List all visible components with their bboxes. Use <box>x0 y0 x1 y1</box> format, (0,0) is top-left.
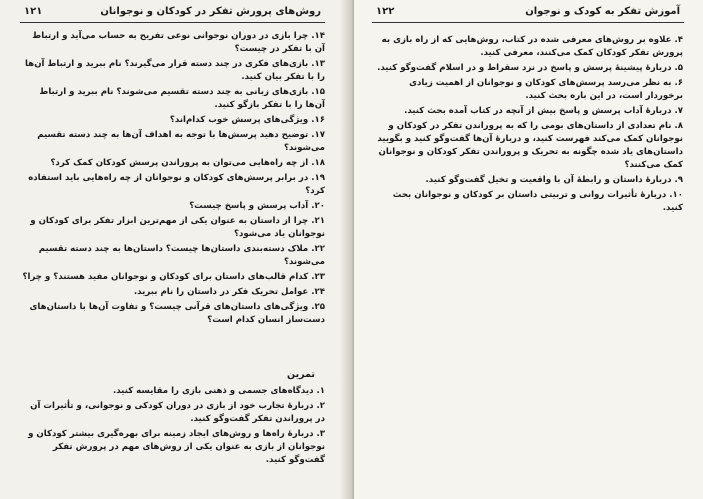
list-item: ۱۷. توضیح دهید پرسش‌ها با توجه به اهداف آن‌ها به چند دسته تقسیم می‌شوند؟ <box>37 130 325 153</box>
list-item: ۱۴. چرا بازی در دوران نوجوانی نوعی تفریح به حساب می‌آید و ارتباط آن با تفکر در چیست؟ <box>32 31 325 54</box>
list-item: ۲. دربارهٔ تجارب خود از بازی در دوران کودکی و نوجوانی، و تأثیرات آن در پروراندن تفکر گفت‌وگو کنید. <box>30 401 325 424</box>
list-item: ۱۳. بازی‌های فکری در چند دسته قرار می‌گیرند؟ نام ببرید و ارتباط آن‌ها را با تفکر بیان کنید. <box>25 59 325 82</box>
list-item: ۱۵. بازی‌های زبانی به چند دسته تقسیم می‌شوند؟ نام ببرید و ارتباط آن‌ها را با تفکر بازگو کنید. <box>39 87 325 110</box>
list-item: ۹. دربارهٔ داستان و رابطهٔ آن با واقعیت و تخیل گفت‌وگو کنید. <box>425 175 683 185</box>
list-item: ۶. به نظر می‌رسد پرسش‌های کودکان و نوجوانان از اهمیت زیادی برخوردار است، در این باره بحث کنید. <box>409 78 683 101</box>
right-page-number: ۱۲۲ <box>376 6 395 17</box>
exercises-heading: تمرین <box>287 369 315 380</box>
right-running-head: آموزش تفکر به کودک و نوجوان <box>525 6 680 17</box>
right-page <box>354 0 703 499</box>
list-item: ۲۰. آداب پرسش و پاسخ چیست؟ <box>189 201 325 211</box>
exercise-list <box>22 385 325 469</box>
left-page-header <box>20 6 325 23</box>
left-page <box>0 0 349 499</box>
list-item: ۱. دیدگاه‌های جسمی و ذهنی بازی را مقایسه کنید. <box>112 386 325 396</box>
list-item: ۲۴. عوامل تحریک فکر در داستان را نام ببرید. <box>133 287 325 297</box>
list-item: ۷. دربارهٔ آداب پرسش و پاسخ بیش از آنچه در کتاب آمده بحث کنید. <box>404 106 683 116</box>
list-item: ۵. دربارهٔ پیشینهٔ پرسش و پاسخ در نزد سقراط و در اسلام گفت‌وگو کنید. <box>377 63 683 73</box>
list-item: ۸. نام تعدادی از داستان‌های بومی را که به پروراندن تفکر در کودکان و نوجوانان کمک می‌کند فهرست کنید، و دربارهٔ آن‌ها گفت‌وگو کنید و بگویید داستان‌های یاد شده چگونه به تحریک و پروراندن تفکر کودکان و نوجوانان کمک می‌کنند؟ <box>377 121 683 170</box>
left-question-list <box>22 30 325 329</box>
list-item: ۲۲. ملاک دسته‌بندی داستان‌ها چیست؟ داستان‌ها به چند دسته تقسیم می‌شوند؟ <box>38 244 325 267</box>
right-question-list <box>376 34 683 217</box>
list-item: ۲۵. ویژگی‌های داستان‌های قرآنی چیست؟ و تفاوت آن‌ها با داستان‌های دست‌ساز انسان کدام است؟ <box>29 302 325 325</box>
list-item: ۱۶. ویژگی‌های پرسش خوب کدام‌اند؟ <box>169 115 325 125</box>
list-item: ۱۹. در برابر پرسش‌های کودکان و نوجوانان از چه راه‌هایی باید استفاده کرد؟ <box>28 173 325 196</box>
list-item: ۱۸. از چه راه‌هایی می‌توان به پروراندن پرسش کودکان کمک کرد؟ <box>50 158 325 168</box>
list-item: ۳. دربارهٔ راه‌ها و روش‌های ایجاد زمینه برای بهره‌گیری بیشتر کودکان و نوجوانان از بازی به عنوان یکی از روش‌های مهم در پرورش تفکر گفت‌وگو کنید. <box>28 429 325 465</box>
list-item: ۲۱. چرا از داستان به عنوان یکی از مهم‌ترین ابزار تفکر برای کودکان و نوجوانان یاد می‌شود؟ <box>30 216 325 239</box>
list-item: ۴. علاوه بر روش‌های معرفی شده در کتاب، روش‌هایی که از راه بازی به پرورش تفکر کودکان کمک می‌کنند، معرفی کنید. <box>381 35 683 58</box>
left-page-number: ۱۲۱ <box>24 6 43 17</box>
list-item: ۱۰. دربارهٔ تأثیرات روانی و تربیتی داستان بر کودکان و نوجوانان بحث کنید. <box>392 190 683 213</box>
list-item: ۲۳. کدام قالب‌های داستان برای کودکان و نوجوانان مفید هستند؟ و چرا؟ <box>22 272 325 282</box>
left-running-head: روش‌های پرورش تفکر در کودکان و نوجوانان <box>100 6 321 17</box>
right-page-header <box>372 6 684 23</box>
